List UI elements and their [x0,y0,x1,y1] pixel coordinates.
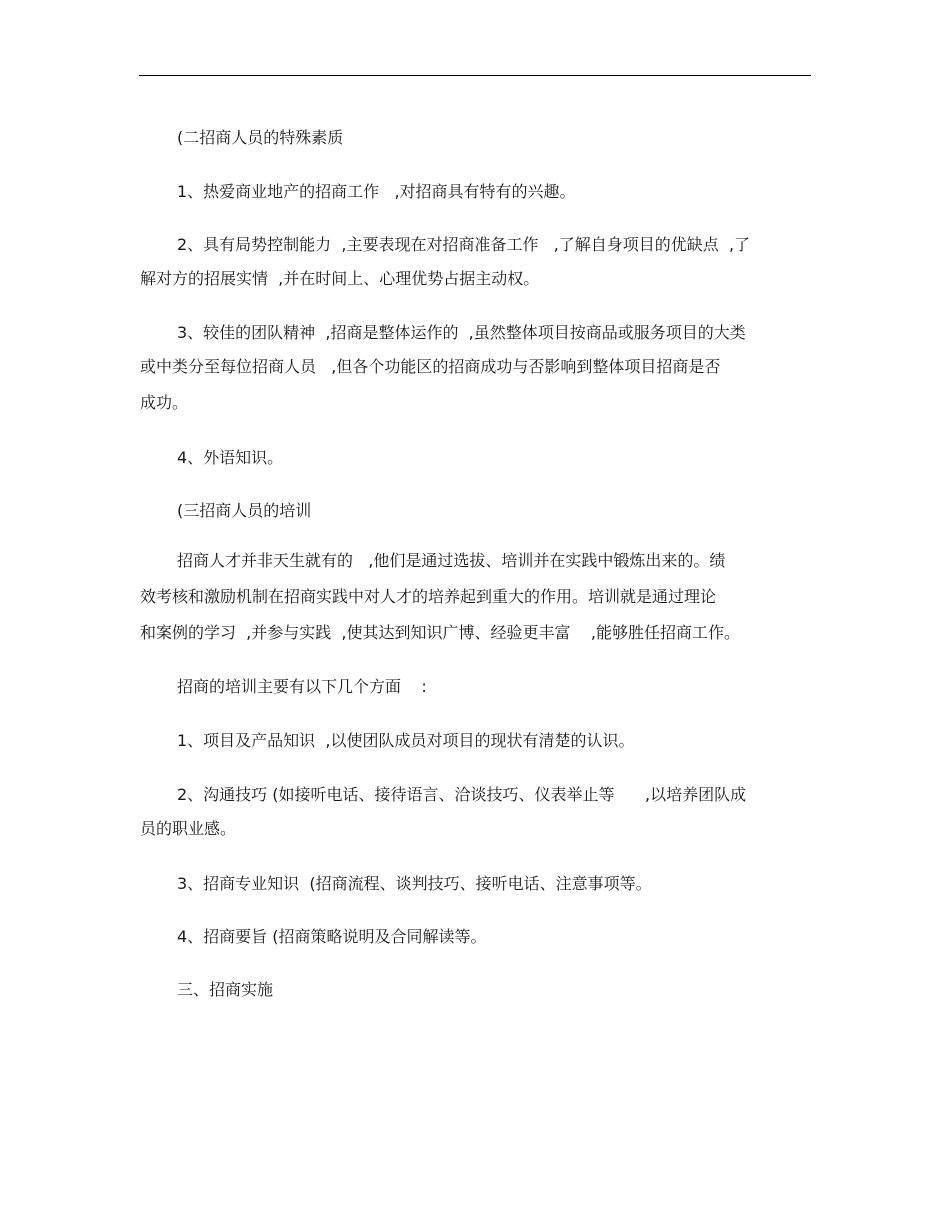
training-paragraph-line-3: 和案例的学习 ,并参与实践 ,使其达到知识广博、经验更丰富 ,能够胜任招商工作。 [140,623,740,642]
list-item-2-line-2: 解对方的招展实情 ,并在时间上、心理优势占据主动权。 [140,269,540,288]
section-heading-special-qualities: (二招商人员的特殊素质 [177,128,344,147]
training-item-4-line-1: 4、招商要旨 (招商策略说明及合同解读等。 [177,927,487,946]
list-item-3-line-2: 或中类分至每位招商人员 ,但各个功能区的招商成功与否影响到整体项目招商是否 [140,357,721,376]
training-aspects-intro: 招商的培训主要有以下几个方面 : [177,677,427,696]
list-item-4-line-1: 4、外语知识。 [177,448,284,467]
list-item-1-line-1: 1、热爱商业地产的招商工作 ,对招商具有特有的兴趣。 [177,182,576,201]
training-item-1-line-1: 1、项目及产品知识 ,以使团队成员对项目的现状有清楚的认识。 [177,731,635,750]
training-paragraph-line-1: 招商人才并非天生就有的 ,他们是通过选拔、培训并在实践中锻炼出来的。绩 [177,551,726,570]
section-heading-implementation: 三、招商实施 [177,980,274,999]
list-item-3-line-3: 成功。 [140,393,189,412]
list-item-2-line-1: 2、具有局势控制能力 ,主要表现在对招商准备工作 ,了解自身项目的优缺点 ,了 [177,235,751,254]
header-rule [139,75,811,76]
section-heading-training: (三招商人员的培训 [177,501,312,520]
training-item-2-line-1: 2、沟通技巧 (如接听电话、接待语言、洽谈技巧、仪表举止等 ,以培养团队成 [177,785,747,804]
training-item-3-line-1: 3、招商专业知识 (招商流程、谈判技巧、接听电话、注意事项等。 [177,874,652,893]
training-paragraph-line-2: 效考核和激励机制在招商实践中对人才的培养起到重大的作用。培训就是通过理论 [140,587,717,606]
training-item-2-line-2: 员的职业感。 [140,819,237,838]
list-item-3-line-1: 3、较佳的团队精神 ,招商是整体运作的 ,虽然整体项目按商品或服务项目的大类 [177,323,746,342]
